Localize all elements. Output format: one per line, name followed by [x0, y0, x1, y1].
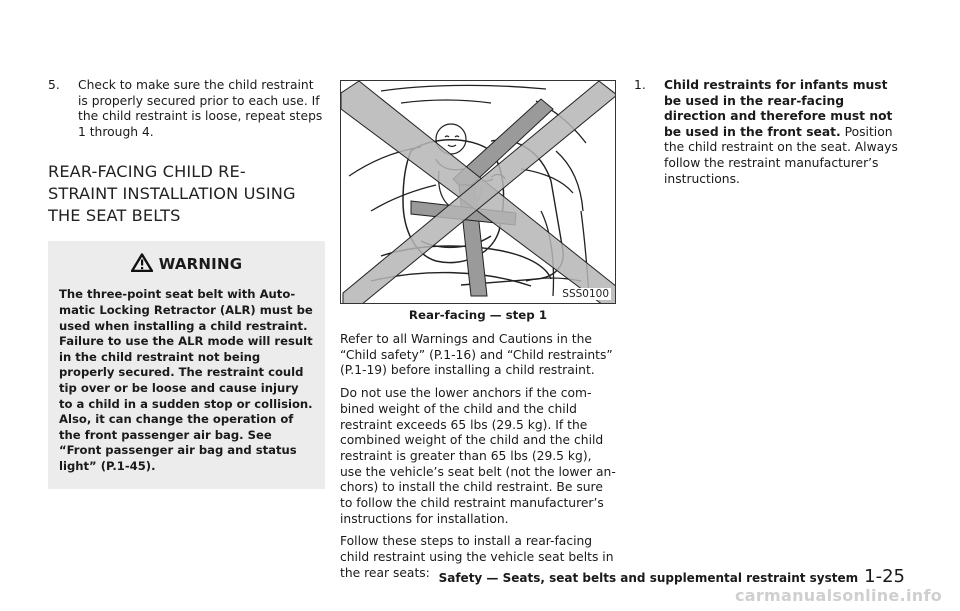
step-text: Check to make sure the child restraint is properly secured prior to each use. If the child restraint is loose, repeat steps 1 through 4. [78, 78, 323, 139]
paragraph-3: Follow these steps to install a rear-facing child restraint using the vehicle seat belts in the rear seats: [340, 534, 614, 580]
paragraph-1: Refer to all Warnings and Cautions in the “Child safety” (P.1-16) and “Child restraints” (P.1-19) before installing a child restraint. [340, 332, 613, 378]
step-1 [634, 78, 906, 187]
step-bold-text: Child restraints for infants must be used in the rear-facing direction and therefore must not be used in the front seat. [664, 78, 893, 139]
warning-title-text: WARNING [158, 255, 243, 274]
warning-box [48, 241, 325, 488]
step-number: 5. [48, 78, 60, 92]
section-heading [48, 161, 325, 227]
heading-line-1: REAR-FACING CHILD RE- [48, 162, 246, 182]
step-text: Position the child restraint on the seat. Always follow the restraint manufacturer’s instructions. [664, 124, 898, 186]
figure-code: SSS0100 [562, 288, 609, 300]
rear-facing-step1-figure [340, 80, 616, 304]
paragraph-2: Do not use the lower anchors if the combined weight of the child and the child restraint exceeds 65 lbs (29.5 kg). If the combined weight of the child and the child restraint is greater than 65 lbs (29.5 kg), use the vehicle’s seat belt (not the lower anchors) to install the child restraint. Be sure to follow the child restraint manufacturer’s instructions for installation. [340, 386, 616, 526]
warning-body: The three-point seat belt with Automatic Locking Retractor (ALR) must be used when installing a child restraint. Failure to use the ALR mode will result in the child restraint not being properly secured. The restraint could tip over or be loose and cause injury to a child in a sudden stop or collision. Also, it can change the operation of the front passenger air bag. See “Front passenger air bag and status light” (P.1-45). [59, 287, 313, 473]
page-number: 1-25 [864, 566, 905, 587]
warning-triangle-icon [131, 253, 153, 272]
page-footer [439, 566, 905, 587]
footer-section-title: Safety — Seats, seat belts and supplemental restraint system [438, 571, 859, 585]
watermark: carmanualsonline.info [734, 586, 942, 605]
right-column [634, 78, 906, 187]
middle-column [340, 80, 616, 589]
step-5 [48, 78, 325, 140]
left-column [48, 78, 325, 489]
heading-line-2: STRAINT INSTALLATION USING [48, 184, 296, 204]
step-number: 1. [634, 78, 646, 92]
heading-line-3: THE SEAT BELTS [48, 206, 181, 226]
figure-caption: Rear-facing — step 1 [408, 308, 548, 322]
child-seat-illustration [341, 81, 616, 304]
warning-title [59, 253, 314, 273]
